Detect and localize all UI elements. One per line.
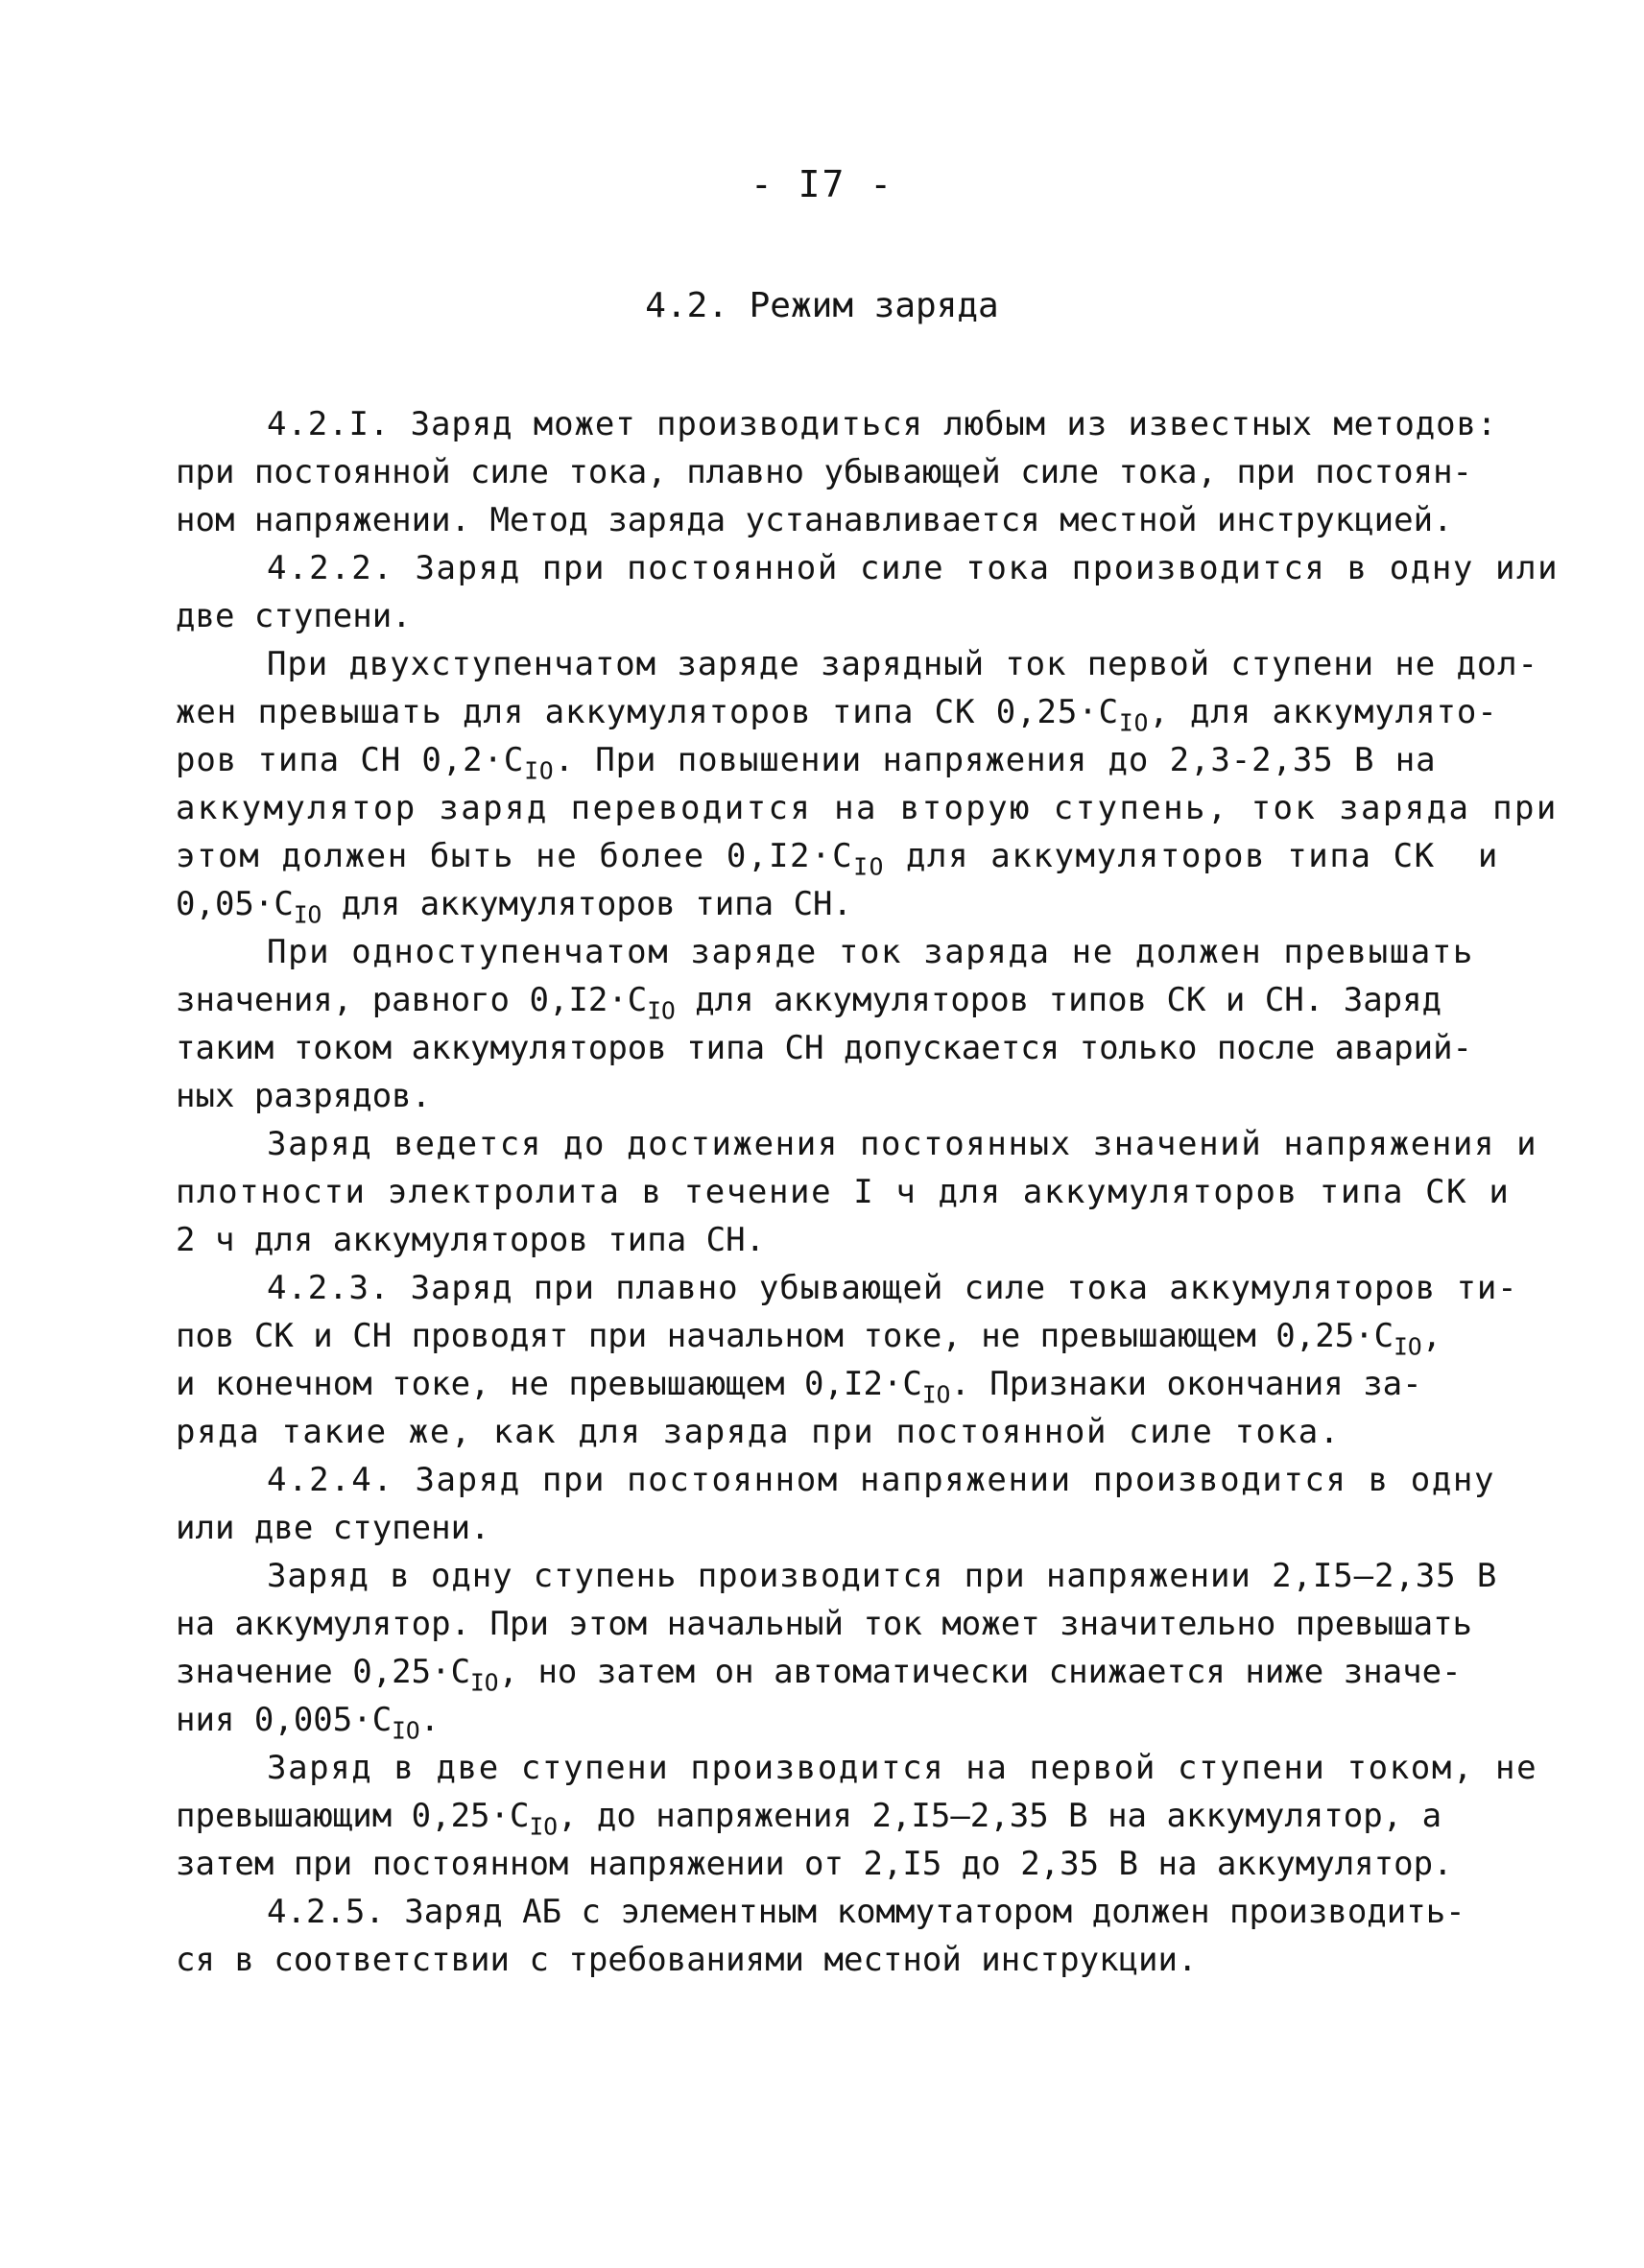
text-line: превышающим $0,25\cdot C_{IO}$, до напряжения 2,I5–2,35 В на аккумулятор, а [176, 1797, 1442, 1841]
section-heading: 4.2. Режим заряда [645, 286, 999, 325]
text-line: ряда такие же, как для заряда при постоянной силе тока. [176, 1413, 1341, 1451]
text-line: и конечном токе, не превышающем $0,I2\cdot C_{IO}$. Признаки окончания за- [176, 1365, 1422, 1409]
text-line: этом должен быть не более $0,I2\cdot C_{IO}$ для аккумуляторов типа СК и [176, 837, 1499, 881]
text-line: или две ступени. [176, 1509, 490, 1547]
text-line: 4.2.I. Заряд может производиться любым из известных методов: [267, 405, 1498, 443]
text-line: $0,05\cdot C_{IO}$ для аккумуляторов типа СН. [176, 885, 852, 929]
text-line: затем при постоянном напряжении от 2,I5 до 2,35 В на аккумулятор. [176, 1845, 1453, 1883]
body-text [176, 400, 1560, 1984]
text-line: ния $0,005\cdot C_{IO}$. [176, 1701, 441, 1745]
text-line: на аккумулятор. При этом начальный ток может значительно превышать [176, 1605, 1473, 1643]
text-line: значение $0,25\cdot C_{IO}$, но затем он автоматически снижается ниже значе- [176, 1653, 1462, 1697]
text-line: жен превышать для аккумуляторов типа СК $0,25\cdot C_{IO}$, для аккумулято- [176, 693, 1498, 737]
text-line: 4.2.3. Заряд при плавно убывающей силе тока аккумуляторов ти- [267, 1269, 1518, 1307]
text-line: значения, равного $0,I2\cdot C_{IO}$ для аккумуляторов типов СК и СН. Заряд [176, 981, 1442, 1025]
text-line: 2 ч для аккумуляторов типа СН. [176, 1221, 766, 1259]
text-line: при постоянной силе тока, плавно убывающей силе тока, при постоян- [176, 453, 1473, 491]
text-line: 4.2.4. Заряд при постоянном напряжении производится в одну [267, 1461, 1496, 1499]
text-line: Заряд в две ступени производится на первой ступени током, не [267, 1749, 1538, 1787]
text-line: ном напряжении. Метод заряда устанавливается местной инструкцией. [176, 501, 1453, 539]
text-line: плотности электролита в течение I ч для аккумуляторов типа СК и [176, 1173, 1511, 1211]
text-line: Заряд в одну ступень производится при напряжении 2,I5–2,35 В [267, 1557, 1498, 1595]
text-line: При двухступенчатом заряде зарядный ток первой ступени не дол- [267, 645, 1538, 683]
text-line: две ступени. [176, 597, 412, 635]
text-line: ся в соответствии с требованиями местной инструкции. [176, 1941, 1198, 1979]
text-line: Заряд ведется до достижения постоянных значений напряжения и [267, 1125, 1538, 1163]
text-line: пов СК и СН проводят при начальном токе, не превышающем $0,25\cdot C_{IO}$, [176, 1317, 1442, 1361]
text-line: ров типа СН $0,2\cdot C_{IO}$. При повышении напряжения до 2,3-2,35 В на [176, 741, 1437, 785]
text-line: аккумулятор заряд переводится на вторую ступень, ток заряда при [176, 789, 1559, 827]
text-line: ных разрядов. [176, 1077, 432, 1115]
text-line: таким током аккумуляторов типа СН допускается только после аварий- [176, 1029, 1473, 1067]
page-number: - I7 - [750, 163, 894, 205]
text-line: При одноступенчатом заряде ток заряда не должен превышать [267, 933, 1474, 971]
text-line: 4.2.5. Заряд АБ с элементным коммутатором должен производить- [267, 1893, 1465, 1931]
text-line: 4.2.2. Заряд при постоянной силе тока производится в одну или [267, 549, 1560, 587]
